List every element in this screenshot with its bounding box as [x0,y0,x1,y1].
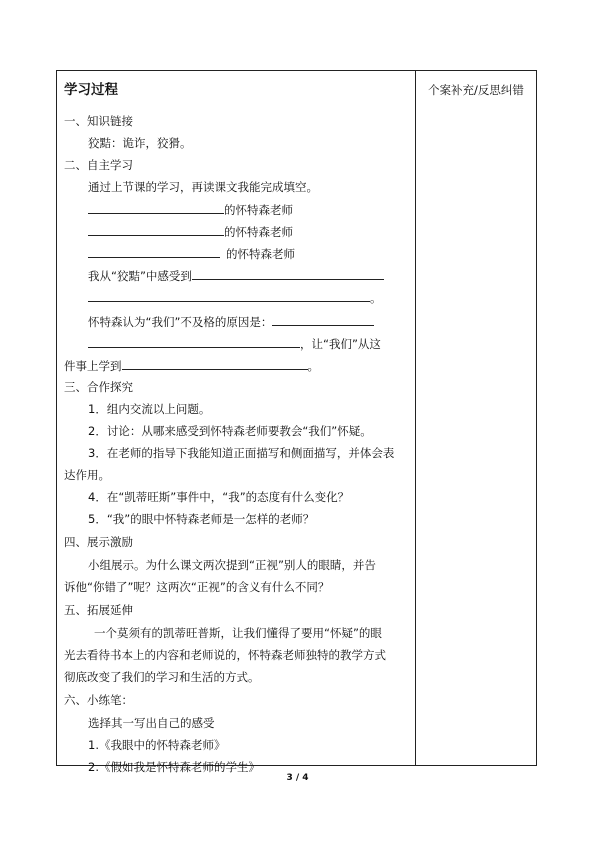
self-study-intro: 通过上节课的学习，再读课文我能完成填空。 [88,180,318,194]
cooperation-item-2: 2．讨论：从哪来感受到怀特森老师要教会“我们”怀疑。 [88,424,372,438]
writing-intro: 选择其一写出自己的感受 [88,716,215,730]
side-column [416,71,536,765]
cooperation-item-5: 5．“我”的眼中怀特森老师是一怎样的老师？ [88,512,315,526]
fill-blank[interactable] [88,245,220,258]
question-fail-line1 [88,313,374,330]
cooperation-item-3-line2: 达作用。 [64,468,110,482]
table-title: 学习过程 [64,82,118,98]
question-cunning-prefix: 我从“狡黠”中感受到 [88,269,192,283]
side-column-header: 个案补充/反思纠错 [428,83,524,97]
section-heading-showcase: 四、展示激励 [64,535,133,549]
fill-blank[interactable] [88,201,224,214]
fill-blank[interactable] [88,223,224,236]
period: 。 [307,359,319,373]
question-fail-line2 [88,335,381,352]
answer-blank[interactable] [122,357,308,370]
question-cunning-line1 [88,267,384,284]
answer-blank[interactable] [272,313,374,326]
answer-blank[interactable] [88,289,370,302]
section-heading-extension: 五、拓展延伸 [64,603,133,617]
knowledge-text: 狡黠：诡诈，狡猾。 [88,136,192,150]
page-number: 3 / 4 [286,773,309,783]
writing-option-1: 1.《我眼中的怀特森老师》 [88,738,226,752]
cooperation-item-4: 4．在“凯蒂旺斯”事件中，“我”的态度有什么变化？ [88,490,350,504]
section-heading-self-study: 二、自主学习 [64,158,133,172]
question-fail-mid: ，让“我们”从这 [300,337,381,351]
extension-line-2: 光去看待书本上的内容和老师说的，怀特森老师独特的教学方式 [64,648,386,662]
question-fail-line3-prefix: 件事上学到 [64,359,122,373]
question-fail-prefix: 怀特森认为“我们”不及格的原因是： [88,315,273,329]
writing-option-2: 2.《假如我是怀特森老师的学生》 [88,760,260,774]
extension-line-1: 一个莫须有的凯蒂旺普斯，让我们懂得了要用“怀疑”的眼 [94,626,382,640]
cooperation-item-3-line1: 3．在老师的指导下我能知道正面描写和侧面描写，并体会表 [88,446,395,460]
extension-line-3: 彻底改变了我们的学习和生活的方式。 [64,670,260,684]
fill-line-3 [88,245,295,262]
section-heading-cooperation: 三、合作探究 [64,380,133,394]
fill-line-2 [88,223,293,240]
fill-suffix: 的怀特森老师 [226,247,295,261]
section-heading-writing: 六、小练笔： [64,693,133,707]
cooperation-item-1: 1．组内交流以上问题。 [88,402,211,416]
period: 。 [370,291,382,305]
fill-suffix: 的怀特森老师 [224,203,293,217]
main-column [57,71,415,774]
fill-suffix: 的怀特森老师 [224,225,293,239]
showcase-line-2: 诉他“你错了”呢？这两次“正视”的含义有什么不同？ [64,580,330,594]
section-heading-knowledge: 一、知识链接 [64,114,133,128]
question-fail-line3 [64,357,319,374]
answer-blank[interactable] [192,267,384,280]
fill-line-1 [88,201,293,218]
answer-blank[interactable] [88,335,300,348]
lesson-table [56,70,537,774]
showcase-line-1: 小组展示。为什么课文两次提到“正视”别人的眼睛，并告 [88,558,376,572]
question-cunning-line2 [88,289,382,306]
